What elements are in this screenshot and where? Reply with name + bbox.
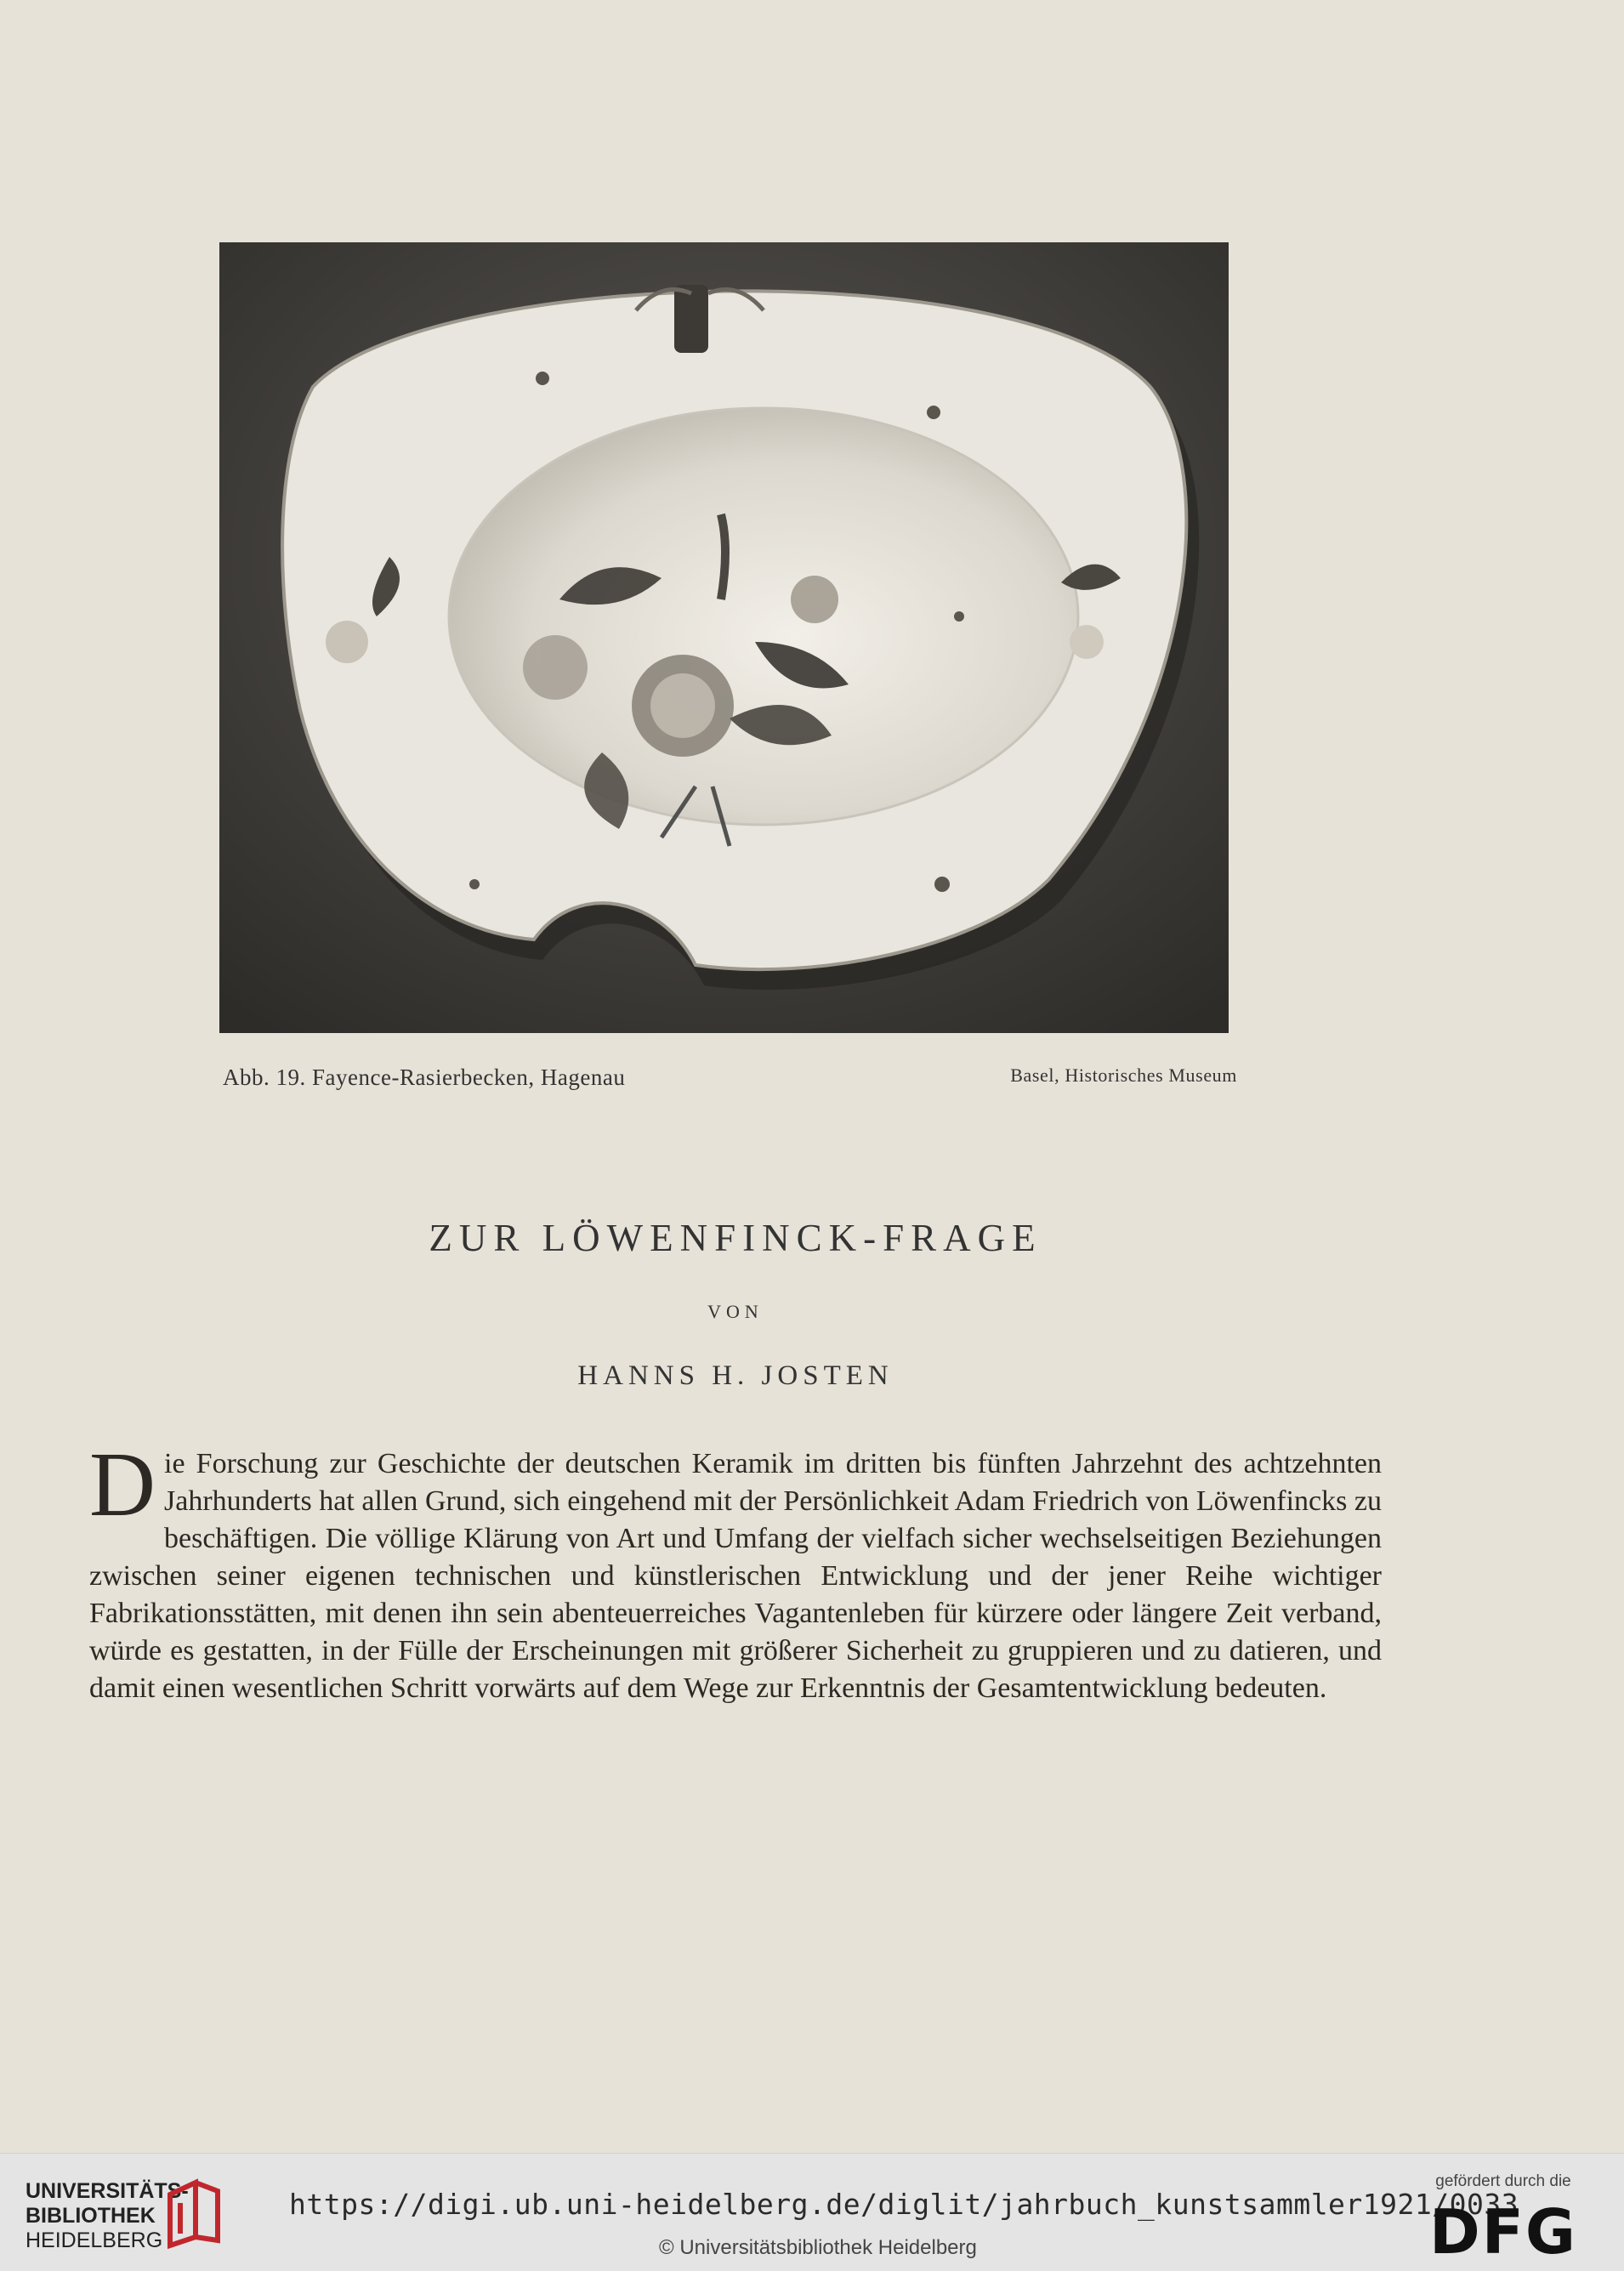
library-logo-icon [162,2177,223,2249]
copyright-notice: © Universitätsbibliothek Heidelberg [659,2236,977,2259]
figure-photo-shaving-basin [219,242,1229,1033]
drop-cap: D [89,1434,156,1536]
logo-line-1: UNIVERSITÄTS- [26,2179,189,2203]
article-title: ZUR LÖWENFINCK-FRAGE [429,1217,1042,1259]
paragraph-text: ie Forschung zur Geschichte der deutschen Keramik im dritten bis fünften Jahrzehnt des achtzehnten Jahrhunderts hat allen Grund, sich eingehend mit der Persönlichkeit Adam Friedrich von Löwenfincks zu beschäftigen. Die völlige Klärung von Art und Umfang der vielfach sicher wechselseitigen Beziehungen zwischen seiner eigenen technischen und künstlerischen Entwicklung und der jener Reihe wichtiger Fabrikationsstätten, mit denen ihn sein abenteuerreiches Vagantenleben für kürzere oder längere Zeit verband, würde es gestatten, in der Fülle der Erscheinungen mit größerer Sicherheit zu gruppieren und zu datieren, und damit einen wesentlichen Schritt vorwärts auf dem Wege zur Erkenntnis der Gesamtentwicklung bedeuten. [89,1448,1382,1704]
logo-line-2: BIBLIOTHEK [26,2204,156,2228]
shaving-basin-illustration [219,242,1229,1033]
logo-line-3: HEIDELBERG [26,2228,163,2252]
library-footer-bar [0,2153,1624,2271]
figure-caption: Abb. 19. Fayence-Rasierbecken, Hagenau [223,1065,626,1090]
article-paragraph [89,1434,1382,1707]
permalink-url[interactable]: https://digi.ub.uni-heidelberg.de/diglit/jahrbuch_kunstsammler1921/0033 [289,2188,1519,2221]
article-byline: VON [707,1301,764,1322]
article-author: HANNS H. JOSTEN [577,1360,894,1391]
dfg-logo[interactable]: DFG [1428,2196,1578,2268]
figure-credit: Basel, Historisches Museum [1010,1065,1237,1086]
funded-by-label: gefördert durch die [1435,2172,1571,2190]
